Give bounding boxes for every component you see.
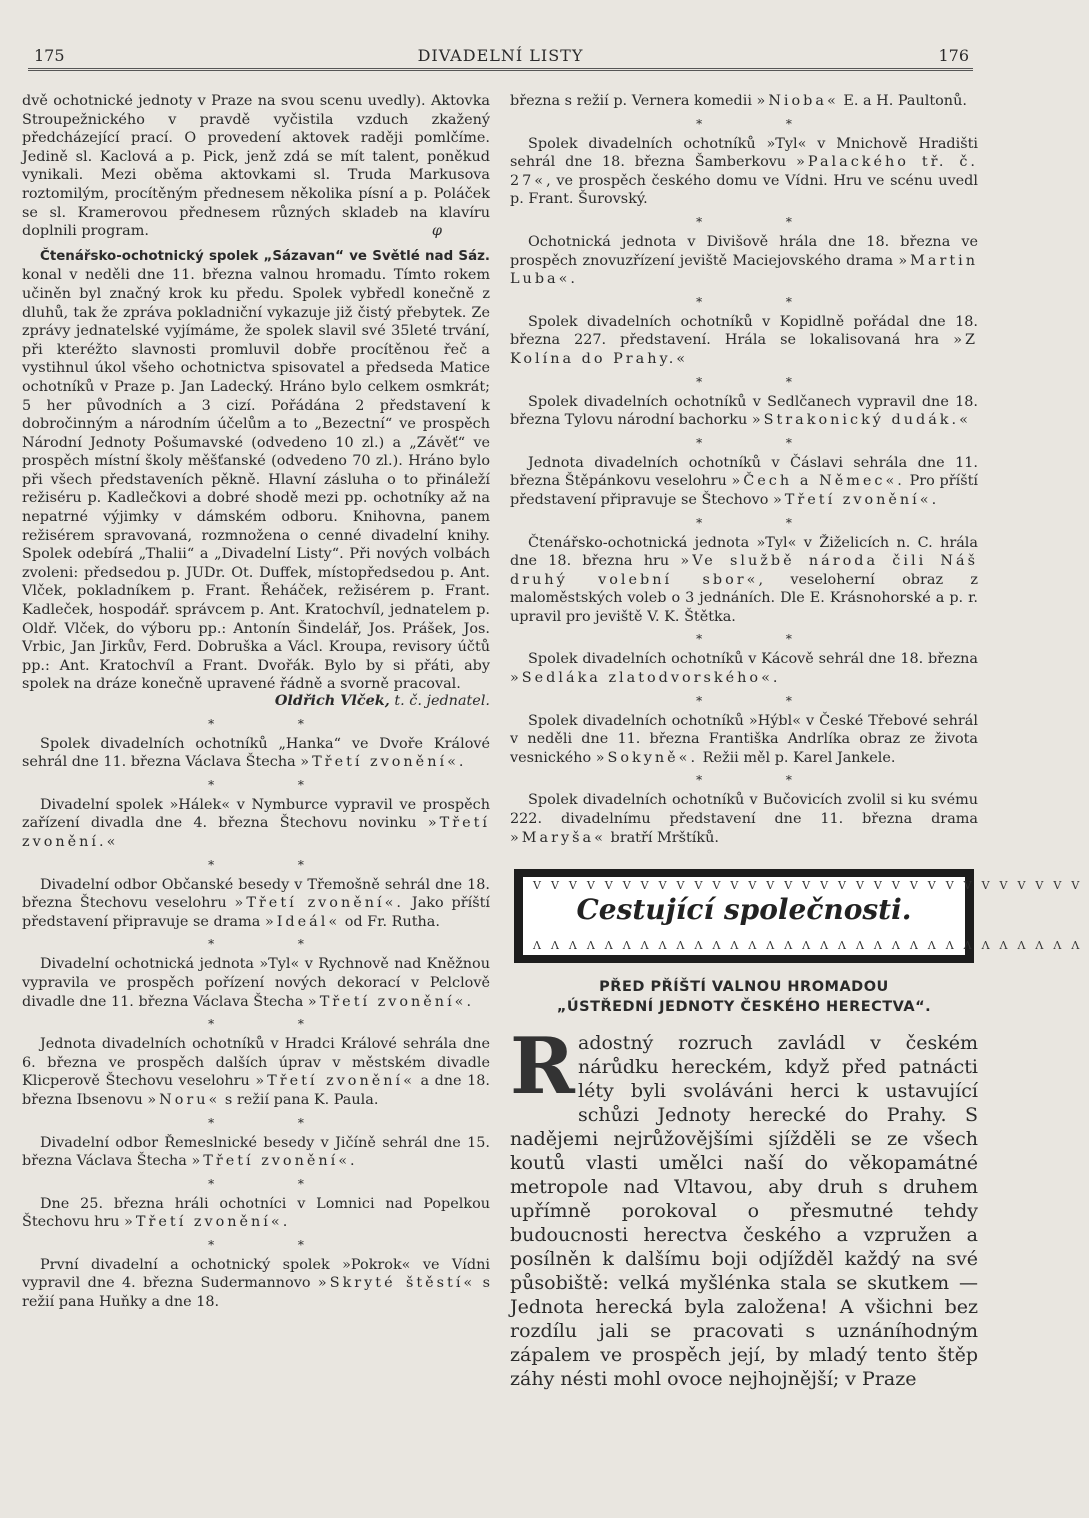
paragraph <box>22 735 490 772</box>
page-number-right: 176 <box>938 46 969 65</box>
paragraph-text: od Fr. Rutha. <box>344 913 440 930</box>
play-title: »Třetí zvonění«. <box>300 754 467 771</box>
paragraph <box>22 247 490 711</box>
separator-stars: * * <box>696 214 832 229</box>
paragraph-text: Divadelní spolek »Hálek« v Nymburce vypravil ve prospěch zařízení divadla dne 4. března Štechovu novinku <box>22 796 490 832</box>
paragraph-text: První divadelní a ochotnický spolek »Pokrok« ve Vídni vypravil dne 4. března Sudermannovo <box>22 1256 490 1292</box>
left-column <box>22 92 490 1500</box>
separator-stars: * * <box>696 773 832 788</box>
play-title: »Maryša« <box>510 829 606 846</box>
paragraph-text: a dne 18. března Ibsenovu <box>22 1073 490 1108</box>
play-title: »Třetí zvonění«. <box>772 491 940 508</box>
paragraph <box>510 712 978 768</box>
article-heading <box>510 977 978 1017</box>
paragraph-text: Režii měl p. Karel Jankele. <box>702 749 896 766</box>
banner-zigzag-bottom: ΛΛΛΛΛΛΛΛΛΛΛΛΛΛΛΛΛΛΛΛΛΛΛΛΛΛΛΛΛΛΛ <box>533 939 1089 953</box>
paragraph-text: , veseloherní obraz z maloměstských voleb o 3 jednáních. Dle E. Krásnohorské a p. r. upravil pro jeviště V. K. Štětka. <box>510 571 978 625</box>
paragraph-text: Ochotnická jednota v Divišově hrála dne 18. března ve prospěch znovuzřízení jeviště Maciejovského drama <box>510 233 978 269</box>
paragraph <box>510 534 978 627</box>
paragraph-text: Jednota divadelních ochotníků v Čáslavi sehrála dne 11. března Štěpánkovu veselohru <box>510 454 978 490</box>
paragraph-text: Spolek divadelních ochotníků v Kácově sehrál dne 18. března <box>528 651 978 668</box>
paragraph-text: konal v neděli dne 11. března valnou hromadu. Tímto rokem učiněn byl značný krok ku předu. Spolek vybředl konečně z dluhů, tak že zpráva pokladniční vykazuje již čistý přebytek. Ze zprávy jednatelské vyjímáme, že spolek slavil své 35leté trvání, při kteréžto slavnosti promluvil dobře procítěnou řeč a vystihnul úkol všeho ochotnictva spisovatel a předseda Matice ochotníků v Praze p. Jan Ladecký. Hráno bylo celkem osmkrát; 5 her původních a 3 cizí. Pořádána 2 představení k dobročinným a národním účelům a to „Bezectní“ ve prospěch Národní Jednoty Pošumavské (odvedeno 10 zl.) a „Závěť“ ve prospěch místní školy měšťanské (odvedeno 70 zl.). Hráno bylo při všech představeních pěkně. Hlavní zásluha o to přináleží režiséru p. Kadlečkovi a dobré shodě mezi pp. ochotníky až na nepatrné výjimky v dámském odboru. Knihovna, panem režisérem spravovaná, rozmnožena o cenné divadelní knihy. Spolek odebírá „Thalii“ a „Divadelní Listy“. Při nových volbách zvoleni: předsedou p. JUDr. Ot. Duffek, místopředsedou p. Ant. Vlček, pokladníkem p. Frant. Řeháček, režisérem p. Frant. Kadleček, hospodář. správcem p. Ant. Kratochvíl, jednatelem p. Oldř. Vlček, do výboru pp.: Antonín Šindelář, Jos. Prášek, Jos. Vrbic, Jan Jirkův, Ferd. Dobruška a Václ. Kroupa, revisory účtů pp.: Ant. Kratochvíl a Frant. Dvořák. Bylo by si přáti, aby spolek na dráze konečně upravené řádně a svorně pracoval. <box>22 267 490 693</box>
paragraph-text: E. a H. Paultonů. <box>843 93 967 109</box>
separator-stars: * * <box>208 1017 344 1032</box>
separator-stars: * * <box>208 716 344 731</box>
paragraph-text: Pro příští představení připravuje se Štechovo <box>510 473 979 508</box>
play-title: »Třetí zvonění«. <box>234 895 405 912</box>
paragraph-text: Divadelní ochotnická jednota »Tyl« v Rychnově nad Kněžnou vypravila ve prospěch pořízení nových dekorací v Pelclově divadle dne 11. března Václava Štecha <box>22 956 490 1010</box>
journal-title: DIVADELNÍ LISTY <box>417 46 584 65</box>
play-title: »Ideál« <box>264 913 341 930</box>
separator-stars: * * <box>696 294 832 309</box>
separator-stars: * * <box>696 693 832 708</box>
play-title: »Sokyně«. <box>595 749 699 766</box>
paragraph <box>510 650 978 687</box>
paragraph <box>510 233 978 289</box>
paragraph <box>22 796 490 852</box>
paragraph <box>510 791 978 847</box>
paragraph-text: Jako příští představení připravuje se drama <box>22 895 491 930</box>
paragraph-text: Dne 25. března hráli ochotníci v Lomnici nad Popelkou Štechovu hru <box>22 1195 490 1231</box>
signature <box>22 692 490 711</box>
play-title: »Třetí zvonění«. <box>307 993 475 1010</box>
paragraph <box>22 876 490 932</box>
paragraph-text: Čtenářsko-ochotnická jednota »Tyl« v Žiželicích n. C. hrála dne 18. března hru <box>510 534 978 570</box>
paragraph <box>22 92 490 241</box>
play-title: »Noru« <box>147 1091 221 1108</box>
right-column <box>510 92 1089 1500</box>
play-title: »Strakonický dudák.« <box>751 412 971 429</box>
society-name: Čtenářsko-ochotnický spolek „Sázavan“ ve Světlé nad Sáz. <box>40 248 490 264</box>
play-title: »Třetí zvonění« <box>255 1073 415 1090</box>
paragraph-text: Spolek divadelních ochotníků v Kopidlně pořádal dne 18. března 227. představení. Hrála se lokalisovaná hra <box>510 313 978 349</box>
paragraph-text: Spolek divadelních ochotníků „Hanka“ ve Dvoře Králové sehrál dne 11. března Václava Štecha <box>22 735 490 771</box>
paragraph-text: Spolek divadelních ochotníků »Hýbl« v České Třebové sehrál v neděli dne 11. března Františka Andrlíka obraz ze života vesnického <box>510 712 978 766</box>
article-text: adostný rozruch zavládl v českém nárůdku hereckém, když před patnácti léty byli svoláváni herci k ustavující schůzi Jednoty herecké do Prahy. S nadějemi nejrůžovějšími sjížděli se ze všech koutů vlasti umělci naší do věkopamátné metropole nad Vltavou, aby druh s druhem upřímně porokoval o přesmutné tehdy budoucnosti herectva českého a vzpružen a posílněn k dalšímu boji odjížděl každý na své působiště: velká myšlénka stala se skutkem — Jednota herecká byla založena! A všichni bez rozdílu jali se pracovati s uznáníhodným zápalem ve prospěch její, by mladý tento štěp záhy nésti mohl ovoce nejhojnější; v Praze <box>510 1032 978 1391</box>
separator-stars: * * <box>696 116 832 131</box>
separator-stars: * * <box>696 632 832 647</box>
article-heading-line: PŘED PŘÍŠTÍ VALNOU HROMADOU <box>599 979 889 996</box>
separator-stars: * * <box>208 1237 344 1252</box>
play-title: »Ve službě národa čili Náš druhý volební sbor« <box>510 553 978 588</box>
separator-stars: * * <box>208 777 344 792</box>
play-title: »Skryté štěstí« <box>317 1275 476 1292</box>
banner-zigzag-top: VVVVVVVVVVVVVVVVVVVVVVVVVVVVVVV <box>533 879 1089 893</box>
paragraph <box>22 1195 490 1232</box>
paragraph <box>510 135 978 209</box>
signature-role: t. č. jednatel. <box>394 693 490 709</box>
paragraph-text: s režií pana K. Paula. <box>224 1091 379 1108</box>
paragraph-text: Jednota divadelních ochotníků v Hradci Králové sehrála dne 6. března ve prospěch dalších úprav v městském divadle Klicperově Štechovu veselohru <box>22 1036 490 1090</box>
paragraph <box>22 1035 490 1109</box>
paragraph <box>22 1256 490 1312</box>
running-header <box>28 40 973 71</box>
separator-stars: * * <box>696 515 832 530</box>
separator-stars: * * <box>696 374 832 389</box>
paragraph-text: března s režií p. Vernera komedii <box>510 93 752 109</box>
paragraph <box>22 955 490 1011</box>
play-title: »Třetí zvonění«. <box>124 1214 291 1231</box>
play-title: »Třetí zvonění«. <box>191 1153 358 1170</box>
signature-name: Oldřich Vlček, <box>274 692 390 709</box>
paragraph-text: Spolek divadelních ochotníků v Sedlčanech vypravil dne 18. března Tylovu národní bachorku <box>510 393 978 429</box>
paragraph <box>510 454 978 510</box>
paragraph-text: dvě ochotnické jednoty v Praze na svou scenu uvedly). Aktovka Stroupežnického v pravdě vyčistila vzduch zkažený předcházející prací. O provedení aktovek raději pomlčíme. Jedině sl. Kaclová a p. Pick, jenž zdá se mít talent, poněkud vynikali. Mezi oběma aktovkami sl. Truda Markusova roztomilým, procítěným přednesem několika písní a p. Poláček se sl. Kramerovou přednesem různých skladeb na klavíru doplnili program. <box>22 93 490 240</box>
section-title: Cestující společnosti. <box>576 893 912 927</box>
separator-stars: * * <box>208 1176 344 1191</box>
play-title: »Sedláka zlatodvorského«. <box>510 670 781 687</box>
page-number-left: 175 <box>34 46 65 65</box>
paragraph-text: , ve prospěch českého domu ve Vídni. Hru ve scénu uvedl p. Frant. Šurovský. <box>510 172 978 208</box>
drop-cap: R <box>510 1021 575 1113</box>
play-title: »Čech a Němec«. <box>731 473 905 490</box>
separator-stars: * * <box>208 857 344 872</box>
paragraph <box>510 92 978 111</box>
paragraph-text: s režií pana Huňky a dne 18. <box>22 1275 491 1311</box>
section-banner <box>514 869 1089 963</box>
paragraph-text: Divadelní odbor Řemeslnické besedy v Jičíně sehrál dne 15. března Václava Štecha <box>22 1134 490 1170</box>
article-heading-line: „ÚSTŘEDNÍ JEDNOTY ČESKÉHO HERECTVA“. <box>556 999 932 1016</box>
paragraph <box>510 313 978 369</box>
phi-mark: φ <box>431 223 442 240</box>
play-title: »Palackého tř. č. 27« <box>510 154 979 189</box>
paragraph-text: Spolek divadelních ochotníků »Tyl« v Mnichově Hradišti sehrál dne 18. března Šamberkovu <box>510 135 978 171</box>
separator-stars: * * <box>696 435 832 450</box>
play-title: »Třetí zvonění.« <box>22 815 490 850</box>
play-title: »Martin Luba«. <box>510 252 979 288</box>
play-title: »Z Kolína do Prahy.« <box>510 332 978 367</box>
separator-stars: * * <box>208 1115 344 1130</box>
paragraph-text: bratří Mrštíků. <box>610 829 719 846</box>
separator-stars: * * <box>208 937 344 952</box>
paragraph-text: Spolek divadelních ochotníků v Bučovicích zvolil si ku svému 222. divadelnímu představení dne 11. března drama <box>510 792 978 828</box>
paragraph <box>510 393 978 430</box>
paragraph <box>22 1134 490 1171</box>
paragraph-text: Divadelní odbor Občanské besedy v Třemošně sehrál dne 18. března Štechovu veselohru <box>22 876 490 912</box>
article-body <box>510 1021 978 1391</box>
play-title: »Nioba« <box>756 93 839 109</box>
